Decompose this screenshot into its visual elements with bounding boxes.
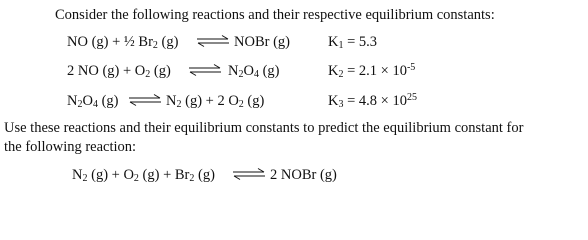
target-reactants-part: (g) + Br <box>138 167 190 183</box>
reaction-1-reactants-sub: 2 <box>152 40 158 51</box>
k3-value: = 4.8 × 10 <box>343 93 407 109</box>
reaction-2-products-sub: 2 <box>238 69 244 80</box>
target-reactants-sub: 2 <box>82 173 88 184</box>
equilibrium-arrows-icon <box>196 35 230 47</box>
k1-symbol: K <box>328 34 339 50</box>
reaction-3-products-sub: 2 <box>238 99 244 110</box>
reaction-2-products-sub: 4 <box>253 69 259 80</box>
reaction-3-products-part: (g) <box>243 93 265 109</box>
reaction-3-reactants-part: (g) <box>97 93 119 109</box>
reaction-2-products <box>228 62 280 80</box>
k2-exponent: -5 <box>406 62 416 73</box>
equilibrium-arrows-icon <box>232 168 266 180</box>
target-reactants-part: (g) + O <box>87 167 134 183</box>
reaction-2-constant <box>328 62 415 80</box>
reaction-2-reactants-sub: 2 <box>145 69 151 80</box>
instruction-line-2: the following reaction: <box>4 139 137 155</box>
reaction-2-reactants-part: (g) <box>150 63 171 79</box>
reaction-3-constant <box>328 92 417 110</box>
reaction-1-products <box>234 33 290 51</box>
reaction-3-reactants-part: N <box>67 93 78 109</box>
k3-symbol: K <box>328 93 339 109</box>
target-reaction-reactants <box>72 166 215 184</box>
k2-symbol: K <box>328 63 339 79</box>
target-products-part: 2 NOBr (g) <box>270 167 337 183</box>
equilibrium-arrows-icon <box>188 64 222 76</box>
instruction-line-1: Use these reactions and their equilibrium constants to predict the equilibrium constant for <box>4 120 524 136</box>
target-reactants-part: (g) <box>194 167 215 183</box>
reaction-2-reactants <box>67 62 171 80</box>
reaction-1-reactants-part: NO (g) + ½ Br <box>67 34 153 50</box>
reaction-2-reactants-part: 2 NO (g) + O <box>67 63 146 79</box>
reaction-2-products-part: N <box>228 63 239 79</box>
k3-exponent: 25 <box>406 92 417 103</box>
reaction-2-products-part: O <box>243 63 254 79</box>
reaction-2-products-part: (g) <box>258 63 280 79</box>
reaction-3-products-sub: 2 <box>176 99 182 110</box>
reaction-3-products-part: N <box>166 93 177 109</box>
reaction-3-products <box>166 92 264 110</box>
intro-text: Consider the following reactions and their respective equilibrium constants: <box>55 7 495 23</box>
equilibrium-arrows-icon <box>128 94 162 106</box>
k2-subscript: 2 <box>338 69 344 80</box>
reaction-3-reactants-sub: 2 <box>77 99 83 110</box>
reaction-1-constant <box>328 33 377 51</box>
reaction-1-products-part: NOBr (g) <box>234 34 290 50</box>
reaction-3-reactants-sub: 4 <box>92 99 98 110</box>
target-reactants-sub: 2 <box>189 173 195 184</box>
k3-subscript: 3 <box>338 99 344 110</box>
reaction-3-reactants-part: O <box>82 93 93 109</box>
k1-value: = 5.3 <box>343 34 378 50</box>
target-reactants-part: N <box>72 167 83 183</box>
target-reaction-products <box>270 166 337 184</box>
reaction-1-reactants-part: (g) <box>157 34 179 50</box>
reaction-3-products-part: (g) + 2 O <box>181 93 239 109</box>
reaction-1-reactants <box>67 33 178 51</box>
target-reactants-sub: 2 <box>133 173 139 184</box>
reaction-3-reactants <box>67 92 119 110</box>
k2-value: = 2.1 × 10 <box>343 63 407 79</box>
k1-subscript: 1 <box>338 40 344 51</box>
